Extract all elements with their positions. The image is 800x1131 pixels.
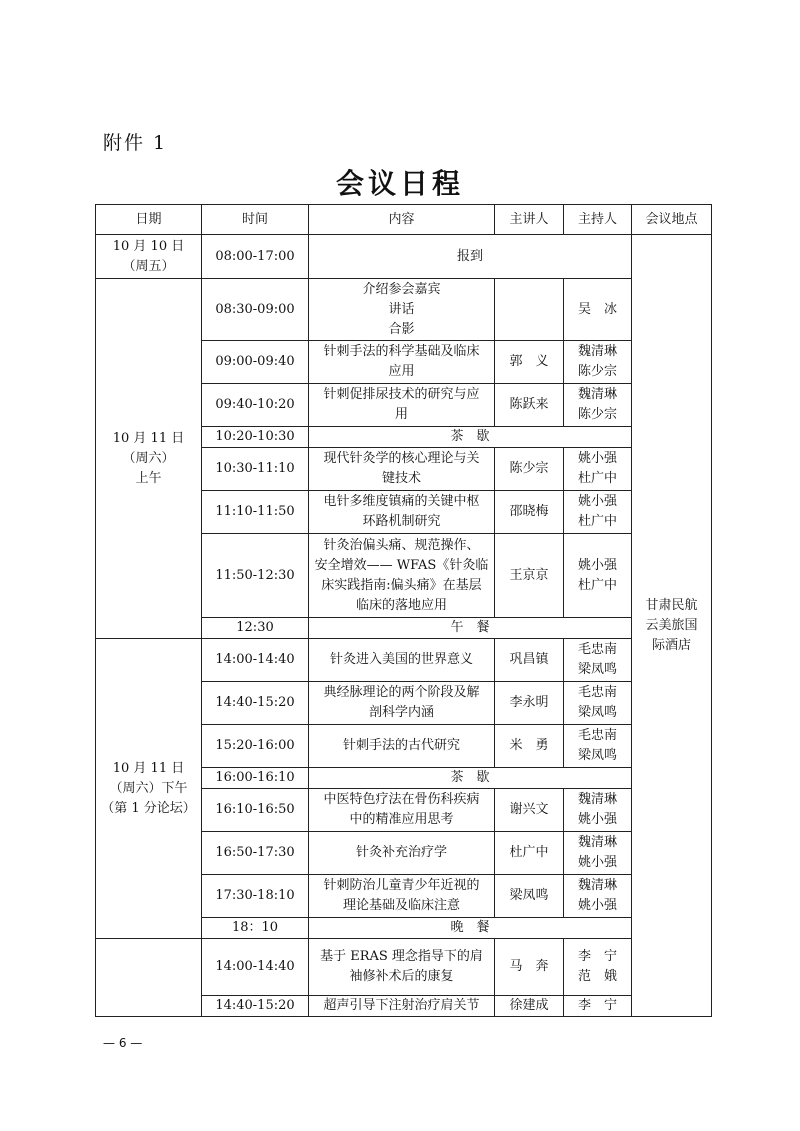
time-cell: 14:40-15:20 [202,682,309,725]
content-cell: 现代针灸学的核心理论与关 键技术 [309,448,495,491]
host-cell: 魏清琳 姚小强 [564,789,632,832]
time-cell: 18：10 [202,918,309,939]
time-cell: 14:00-14:40 [202,939,309,996]
host-cell: 姚小强 杜广中 [564,448,632,491]
speaker-cell: 陈跃来 [495,384,564,427]
time-cell: 14:40-15:20 [202,996,309,1017]
speaker-cell: 谢兴文 [495,789,564,832]
time-cell: 09:40-10:20 [202,384,309,427]
header-row [96,205,712,235]
speaker-cell: 李永明 [495,682,564,725]
speaker-cell: 陈少宗 [495,448,564,491]
host-cell: 李 宁 [564,996,632,1017]
time-cell: 16:10-16:50 [202,789,309,832]
time-cell: 14:00-14:40 [202,639,309,682]
host-cell: 魏清琳 姚小强 [564,875,632,918]
table-row [96,279,712,341]
content-cell: 超声引导下注射治疗肩关节 [309,996,495,1017]
header-time: 时间 [202,205,309,235]
header-host: 主持人 [564,205,632,235]
time-cell: 12:30 [202,618,309,639]
time-cell: 08:00-17:00 [202,235,309,279]
date-cell: 10 月 11 日 （周六） 上午 [96,279,202,639]
date-cell: 10 月 11 日 （周六）下午 （第 1 分论坛） [96,639,202,939]
venue-cell: 甘肃民航 云美旅国 际酒店 [632,235,712,1017]
content-cell: 中医特色疗法在骨伤科疾病 中的精准应用思考 [309,789,495,832]
time-cell: 15:20-16:00 [202,725,309,768]
table-row [96,639,712,682]
time-cell: 11:50-12:30 [202,534,309,618]
time-cell: 16:50-17:30 [202,832,309,875]
content-cell: 针刺手法的科学基础及临床 应用 [309,341,495,384]
date-cell: 10 月 10 日 （周五） [96,235,202,279]
host-cell: 姚小强 杜广中 [564,534,632,618]
header-venue: 会议地点 [632,205,712,235]
content-cell: 针灸治偏头痛、规范操作、 安全增效—— WFAS《针灸临 床实践指南:偏头痛》在基层 临床的落地应用 [309,534,495,618]
host-cell: 毛忠南 梁凤鸣 [564,725,632,768]
speaker-cell [495,279,564,341]
time-cell: 17:30-18:10 [202,875,309,918]
header-date: 日期 [96,205,202,235]
time-cell: 10:20-10:30 [202,427,309,448]
meal-cell: 午 餐 [309,618,632,639]
attachment-label: 附件 1 [103,132,168,154]
table-row [96,235,712,279]
speaker-cell: 杜广中 [495,832,564,875]
content-cell: 针灸进入美国的世界意义 [309,639,495,682]
host-cell: 毛忠南 梁凤鸣 [564,639,632,682]
speaker-cell: 米 勇 [495,725,564,768]
break-cell: 茶 歇 [309,427,632,448]
speaker-cell: 王京京 [495,534,564,618]
host-cell: 魏清琳 陈少宗 [564,341,632,384]
speaker-cell: 郭 义 [495,341,564,384]
content-cell: 电针多维度镇痛的关键中枢 环路机制研究 [309,491,495,534]
time-cell: 16:00-16:10 [202,768,309,789]
time-cell: 10:30-11:10 [202,448,309,491]
content-cell: 基于 ERAS 理念指导下的肩 袖修补术后的康复 [309,939,495,996]
date-cell [96,939,202,1017]
meal-cell: 晚 餐 [309,918,632,939]
content-cell: 针刺手法的古代研究 [309,725,495,768]
header-content: 内容 [309,205,495,235]
page-title: 会议日程 [335,167,464,200]
content-cell: 针刺促排尿技术的研究与应 用 [309,384,495,427]
break-cell: 茶 歇 [309,768,632,789]
page-number: — 6 — [103,1036,143,1050]
content-cell: 针灸补充治疗学 [309,832,495,875]
speaker-cell: 巩昌镇 [495,639,564,682]
host-cell: 魏清琳 姚小强 [564,832,632,875]
table-row [96,939,712,996]
host-cell: 李 宁 范 娥 [564,939,632,996]
content-cell: 报到 [309,235,632,279]
time-cell: 09:00-09:40 [202,341,309,384]
speaker-cell: 梁凤鸣 [495,875,564,918]
time-cell: 08:30-09:00 [202,279,309,341]
content-cell: 针刺防治儿童青少年近视的 理论基础及临床注意 [309,875,495,918]
host-cell: 毛忠南 梁凤鸣 [564,682,632,725]
time-cell: 11:10-11:50 [202,491,309,534]
header-speaker: 主讲人 [495,205,564,235]
speaker-cell: 徐建成 [495,996,564,1017]
host-cell: 吴 冰 [564,279,632,341]
content-cell: 典经脉理论的两个阶段及解 剖科学内涵 [309,682,495,725]
content-cell: 介绍参会嘉宾 讲话 合影 [309,279,495,341]
speaker-cell: 邵晓梅 [495,491,564,534]
host-cell: 姚小强 杜广中 [564,491,632,534]
schedule-table [95,204,712,1017]
host-cell: 魏清琳 陈少宗 [564,384,632,427]
speaker-cell: 马 奔 [495,939,564,996]
